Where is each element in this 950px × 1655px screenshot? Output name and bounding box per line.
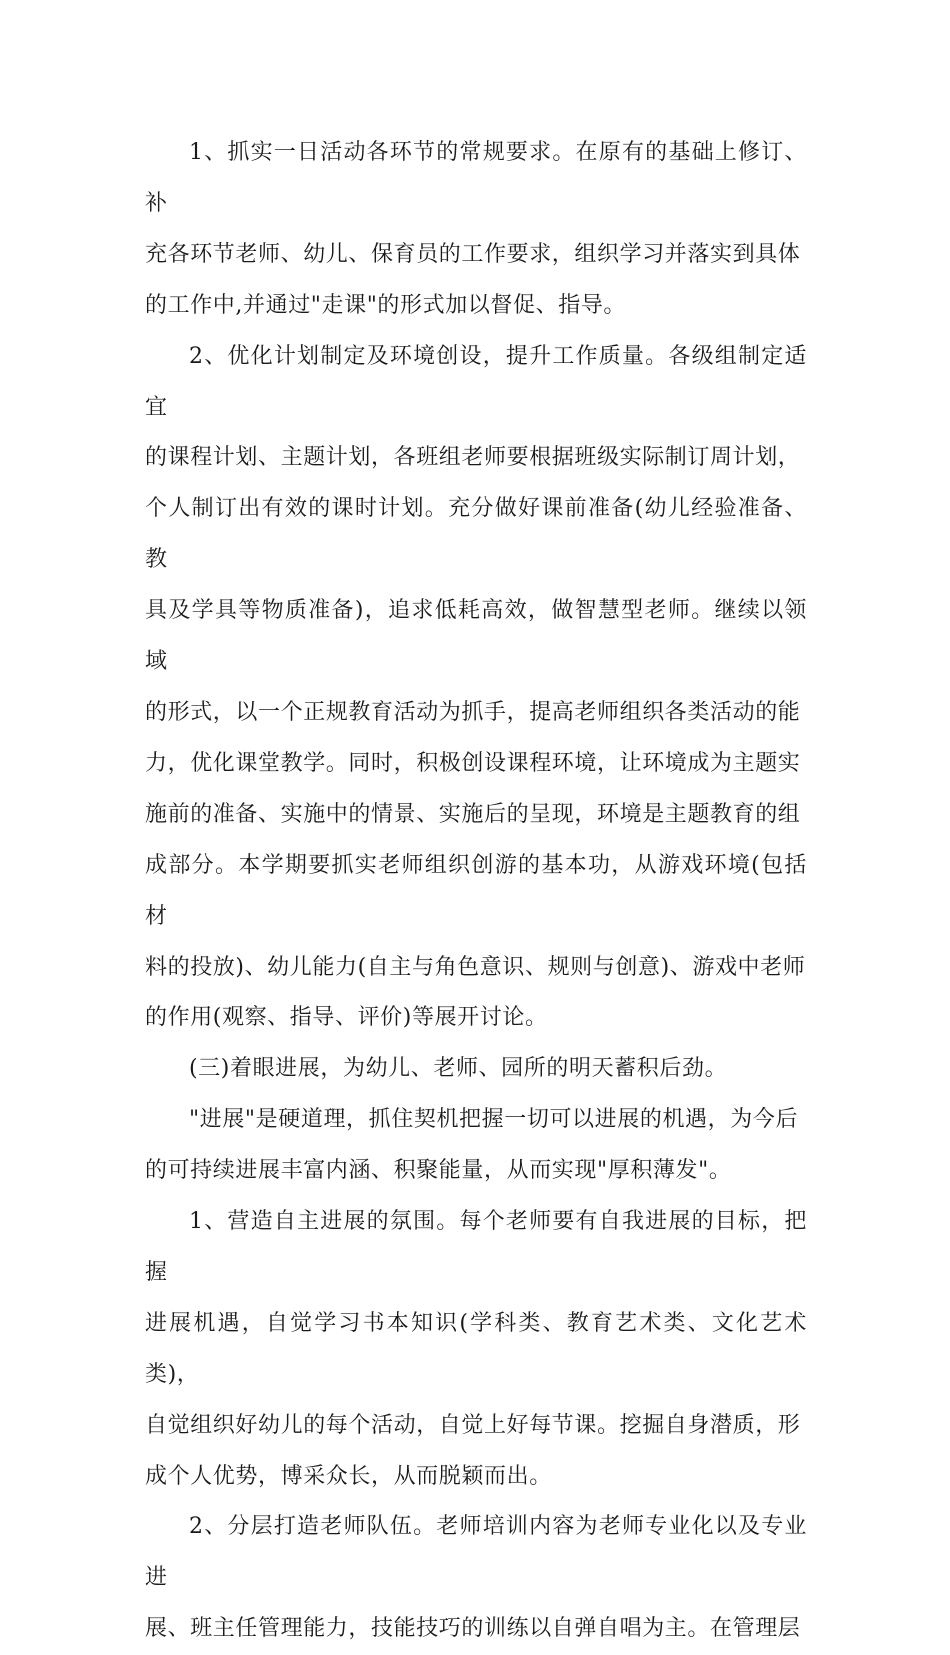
paragraph-self-development: 1、营造自主进展的氛围。每个老师要有自我进展的目标，把握 进展机遇，自觉学习书本知识(学科类、教育艺术类、文化艺术类)， 自觉组织好幼儿的每个活动，自觉上好每节课。挖掘自身潜质，形 成个人优势，博采众长，从而脱颖而出。 [145, 1209, 807, 1489]
paragraph-routine-requirements: 1、抓实一日活动各环节的常规要求。在原有的基础上修订、补 充各环节老师、幼儿、保育员的工作要求，组织学习并落实到具体 的工作中,并通过"走课"的形式加以督促、指导。 [145, 140, 807, 318]
paragraph-plan-and-environment: 2、优化计划制定及环境创设，提升工作质量。各级组制定适宜 的课程计划、主题计划，各班组老师要根据班级实际制订周计划， 个人制订出有效的课时计划。充分做好课前准备(幼儿经验准备、教 具及学具等物质准备)，追求低耗高效，做智慧型老师。继续以领域 的形式，以一个正规教育活动为抓手，提高老师组织各类活动的能 力，优化课堂教学。同时，积极创设课程环境，让环境成为主题实 施前的准备、实施中的情景、实施后的呈现，环境是主题教育的组 成部分。本学期要抓实老师组织创游的基本功，从游戏环境(包括材 料的投放)、幼儿能力(自主与角色意识、规则与创意)、游戏中老师 的作用(观察、指导、评价)等展开讨论。 [145, 343, 807, 1031]
paragraph-development-intro: "进展"是硬道理，抓住契机把握一切可以进展的机遇，为今后 的可持续进展丰富内涵、积聚能量，从而实现"厚积薄发"。 [145, 1107, 799, 1184]
section-heading-development: (三)着眼进展，为幼儿、老师、园所的明天蓄积后劲。 [189, 1056, 728, 1082]
paragraph-teacher-training: 2、分层打造老师队伍。老师培训内容为老师专业化以及专业进 展、班主任管理能力，技能技巧的训练以自弹自唱为主。在管理层 [145, 1514, 807, 1642]
document-body [145, 128, 807, 1655]
